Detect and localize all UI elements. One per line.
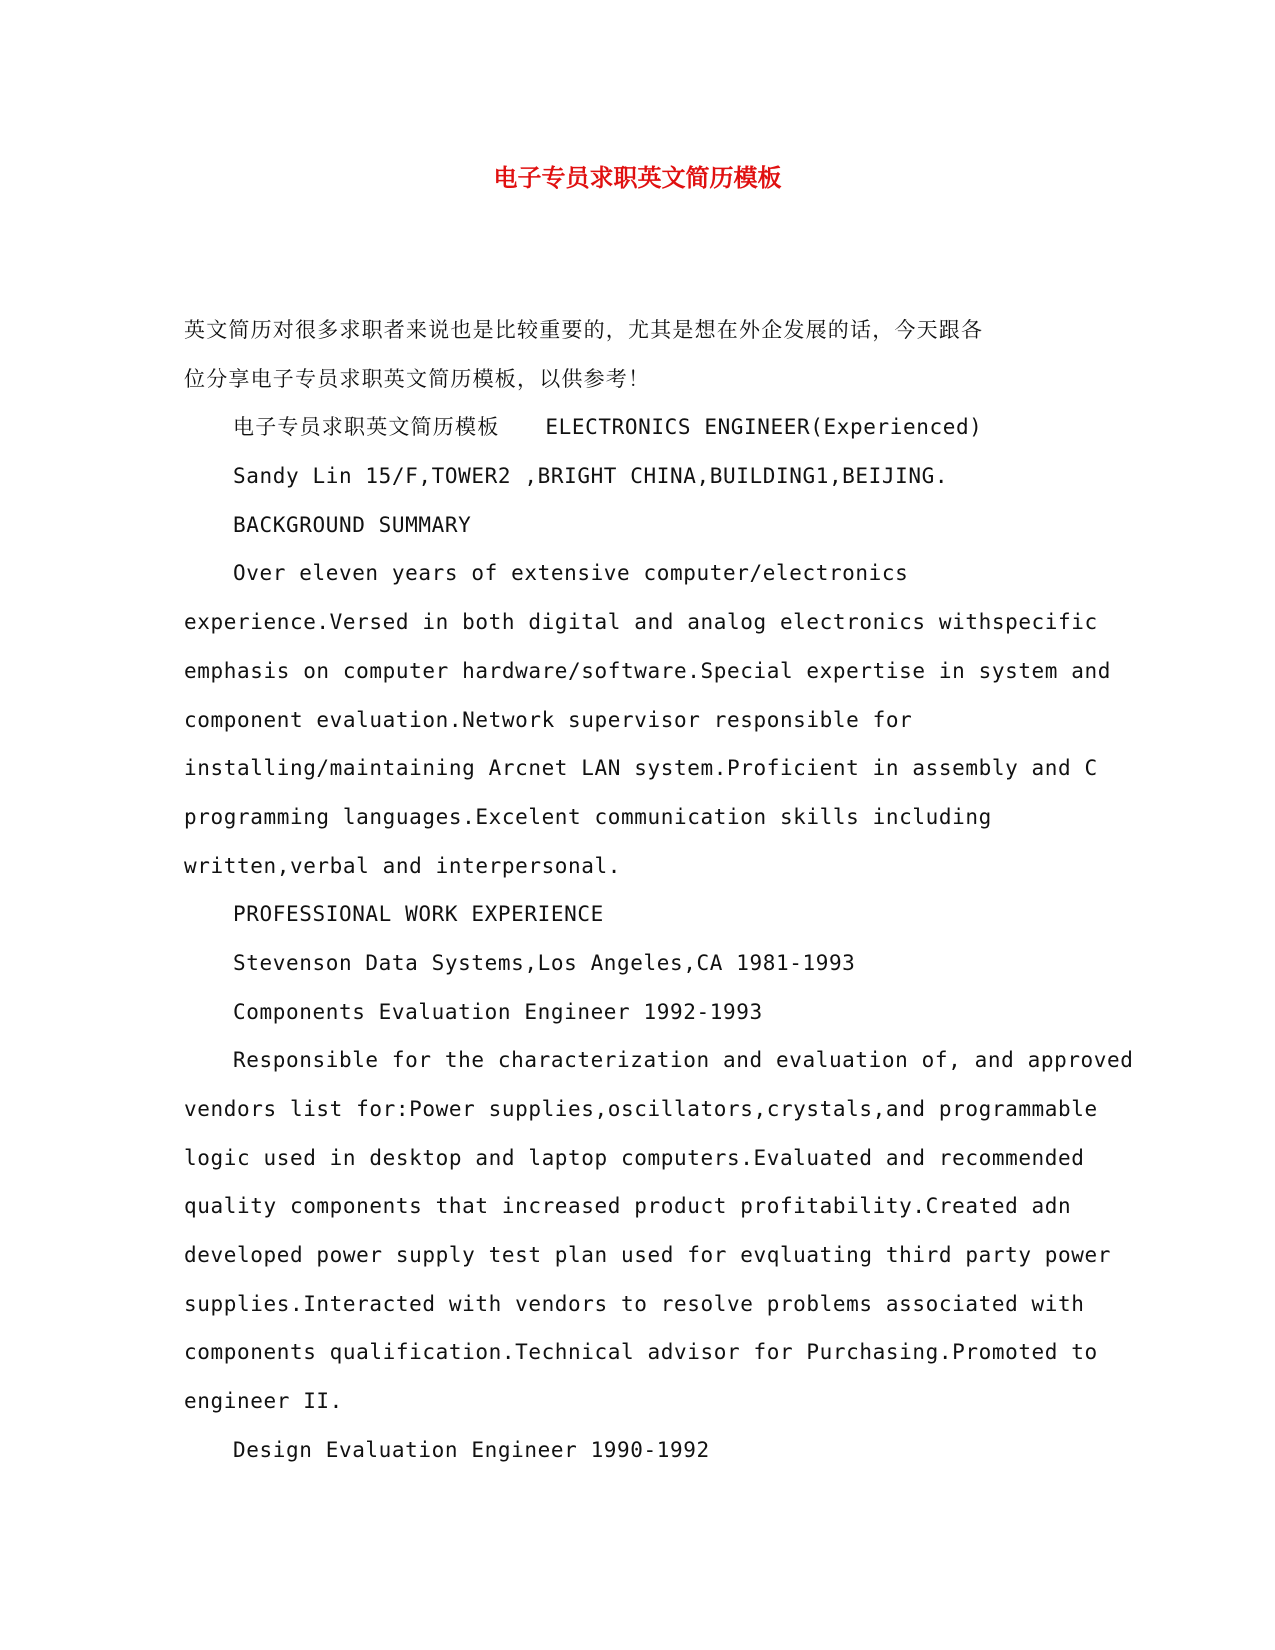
background-line: experience.Versed in both digital and analog electronics withspecific bbox=[184, 610, 1098, 635]
background-line: written,verbal and interpersonal. bbox=[184, 853, 622, 878]
job1-line: components qualification.Technical advisor for Purchasing.Promoted to bbox=[184, 1340, 1098, 1365]
background-line: Over eleven years of extensive computer/electronics bbox=[233, 561, 909, 586]
background-line: programming languages.Excelent communication skills including bbox=[184, 804, 992, 829]
intro-line-2: 位分享电子专员求职英文简历模板，以供参考！ bbox=[184, 366, 651, 391]
job1-line: developed power supply test plan used for evqluating third party power bbox=[184, 1243, 1112, 1268]
resume-heading bbox=[184, 403, 1084, 452]
page-title: 电子专员求职英文简历模板 bbox=[493, 164, 782, 192]
background-line: emphasis on computer hardware/software.Special expertise in system and bbox=[184, 658, 1112, 683]
document-body bbox=[184, 306, 1134, 1475]
job2-title: Design Evaluation Engineer 1990-1992 bbox=[233, 1437, 710, 1462]
experience-heading: PROFESSIONAL WORK EXPERIENCE bbox=[233, 902, 604, 927]
contact-line: Sandy Lin 15/F,TOWER2 ,BRIGHT CHINA,BUILDING1,BEIJING. bbox=[233, 464, 949, 489]
job1-line: logic used in desktop and laptop computers.Evaluated and recommended bbox=[184, 1145, 1085, 1170]
job1-title: Components Evaluation Engineer 1992-1993 bbox=[233, 999, 763, 1024]
intro-line-1: 英文简历对很多求职者来说也是比较重要的，尤其是想在外企发展的话，今天跟各 bbox=[184, 318, 984, 342]
job1-line: supplies.Interacted with vendors to resolve problems associated with bbox=[184, 1291, 1085, 1316]
background-line: installing/maintaining Arcnet LAN system.Proficient in assembly and C bbox=[184, 756, 1098, 781]
resume-heading-cn: 电子专员求职英文简历模板 bbox=[233, 415, 500, 440]
company-line: Stevenson Data Systems,Los Angeles,CA 1981-1993 bbox=[233, 950, 856, 975]
job1-line: quality components that increased product profitability.Created adn bbox=[184, 1194, 1072, 1219]
background-heading: BACKGROUND SUMMARY bbox=[233, 512, 472, 537]
background-line: component evaluation.Network supervisor responsible for bbox=[184, 707, 913, 732]
job1-line: vendors list for:Power supplies,oscillators,crystals,and programmable bbox=[184, 1097, 1098, 1121]
resume-heading-en: ELECTRONICS ENGINEER(Experienced) bbox=[545, 415, 983, 440]
job1-line: Responsible for the characterization and evaluation of, and approved bbox=[233, 1048, 1134, 1073]
job1-line: engineer II. bbox=[184, 1389, 343, 1414]
